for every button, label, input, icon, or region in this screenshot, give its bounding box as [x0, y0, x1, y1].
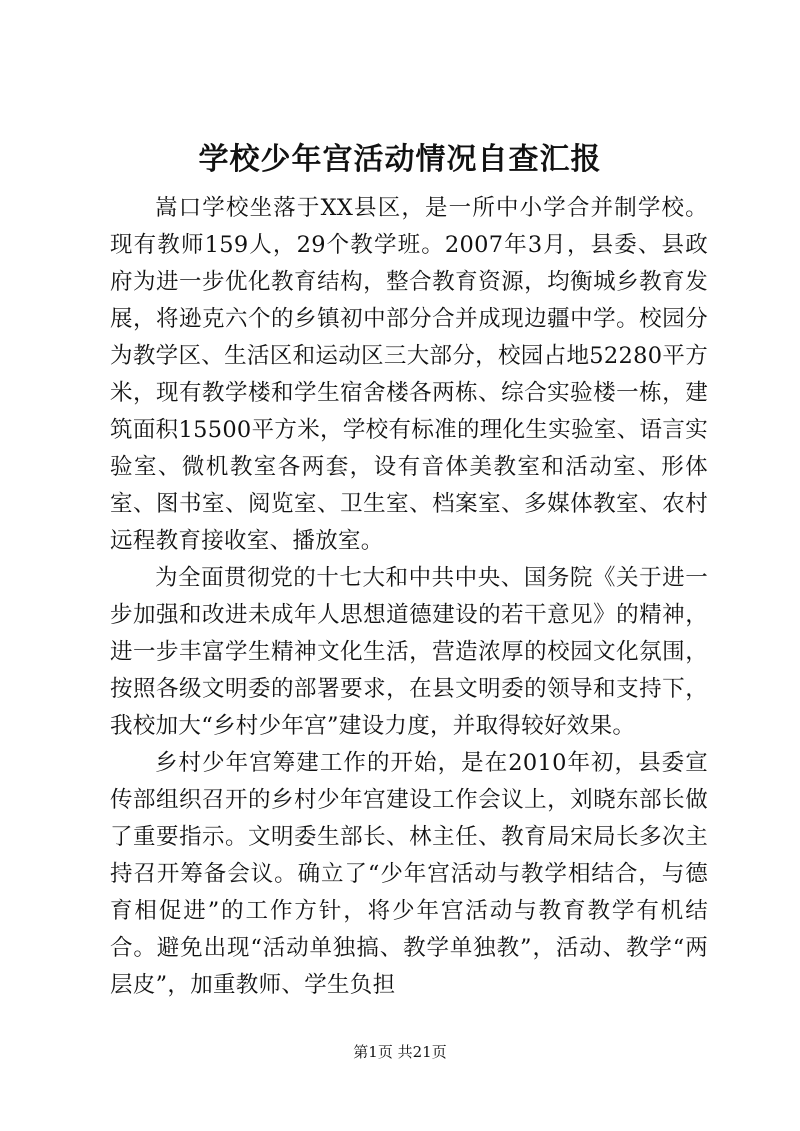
- paragraph-1: 嵩口学校坐落于XX县区，是一所中小学合并制学校。现有教师159人，29个教学班。2007年3月，县委、县政府为进一步优化教育结构，整合教育资源，均衡城乡教育发展，将逊克六个的乡镇初中部分合并成现边疆中学。校园分为教学区、生活区和运动区三大部分，校园占地52280平方米，现有教学楼和学生宿舍楼各两栋、综合实验楼一栋，建筑面积15500平方米，学校有标准的理化生实验室、语言实验室、微机教室各两套，设有音体美教室和活动室、形体室、图书室、阅览室、卫生室、档案室、多媒体教室、农村远程教育接收室、播放室。: [110, 195, 708, 554]
- page-number-footer: 第1页 共21页: [353, 1043, 447, 1061]
- paragraph-3: 乡村少年宫筹建工作的开始，是在2010年初，县委宣传部组织召开的乡村少年宫建设工作会议上，刘晓东部长做了重要指示。文明委生部长、林主任、教育局宋局长多次主持召开筹备会议。确立了“少年宫活动与教学相结合，与德育相促进”的工作方针，将少年宫活动与教育教学有机结合。避免出现“活动单独搞、教学单独教”，活动、教学“两层皮”，加重教师、学生负担: [110, 750, 708, 998]
- document-title: 学校少年宫活动情况自查汇报: [198, 142, 602, 177]
- paragraph-2: 为全面贯彻党的十七大和中共中央、国务院《关于进一步加强和改进未成年人思想道德建设的若干意见》的精神，进一步丰富学生精神文化生活，营造浓厚的校园文化氛围，按照各级文明委的部署要求，在县文明委的领导和支持下，我校加大“乡村少年宫”建设力度，并取得较好效果。: [110, 565, 708, 739]
- document-body: [110, 190, 708, 1004]
